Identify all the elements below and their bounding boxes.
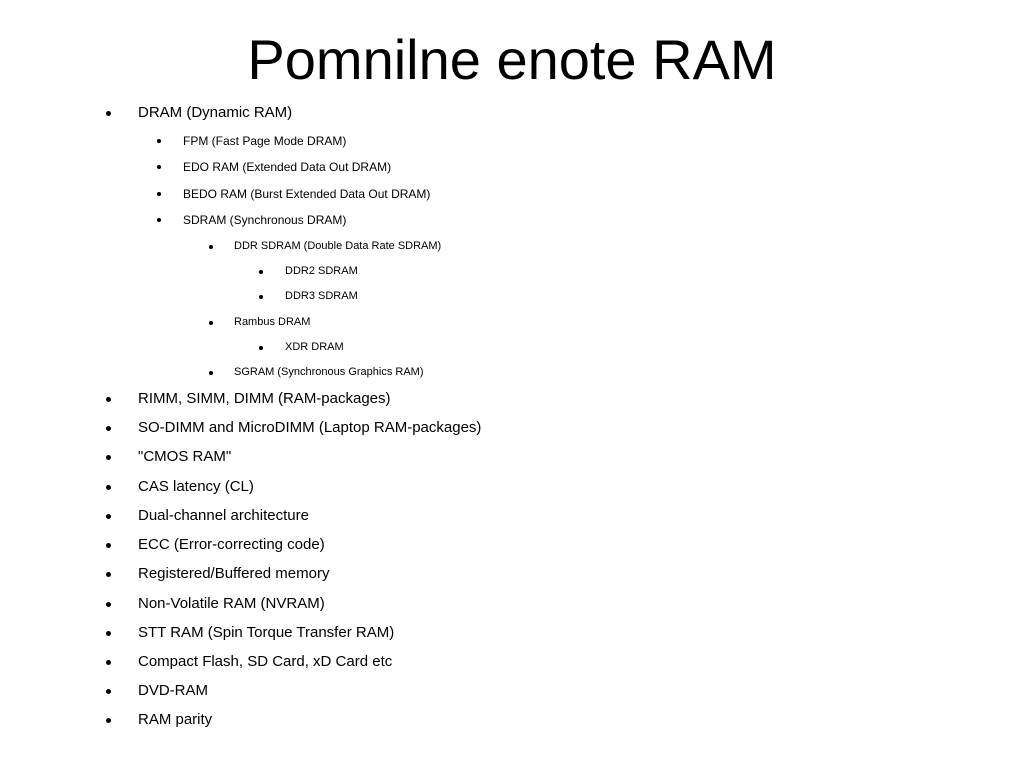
- list-item-label: Non-Volatile RAM (NVRAM): [138, 595, 325, 612]
- bullet-icon: [157, 165, 161, 169]
- bullet-icon: [106, 111, 111, 116]
- list-item-label: "CMOS RAM": [138, 448, 232, 465]
- list-item-label: DDR SDRAM (Double Data Rate SDRAM): [234, 240, 442, 252]
- bullet-icon: [259, 270, 263, 274]
- list-item-label: DRAM (Dynamic RAM): [138, 104, 293, 121]
- list-item-label: DDR2 SDRAM: [285, 265, 358, 277]
- bullet-icon: [106, 543, 111, 548]
- list-item-label: BEDO RAM (Burst Extended Data Out DRAM): [183, 187, 431, 201]
- list-item-label: RIMM, SIMM, DIMM (RAM-packages): [138, 390, 391, 407]
- list-item-label: RAM parity: [138, 711, 213, 728]
- list-item-label: DDR3 SDRAM: [285, 290, 358, 302]
- bullet-icon: [106, 426, 111, 431]
- bullet-icon: [106, 485, 111, 490]
- bullet-icon: [106, 631, 111, 636]
- bullet-icon: [259, 295, 263, 299]
- list-item-label: SGRAM (Synchronous Graphics RAM): [234, 366, 424, 378]
- bullet-icon: [106, 689, 111, 694]
- list-item-label: Compact Flash, SD Card, xD Card etc: [138, 653, 393, 670]
- bullet-icon: [106, 718, 111, 723]
- bullet-icon: [157, 192, 161, 196]
- bullet-icon: [157, 218, 161, 222]
- bullet-icon: [157, 139, 161, 143]
- list-item-label: FPM (Fast Page Mode DRAM): [183, 134, 347, 148]
- list-item-label: EDO RAM (Extended Data Out DRAM): [183, 160, 392, 174]
- list-item-label: CAS latency (CL): [138, 478, 254, 495]
- bullet-icon: [209, 321, 213, 325]
- bullet-icon: [106, 602, 111, 607]
- bullet-icon: [106, 455, 111, 460]
- bullet-icon: [106, 572, 111, 577]
- list-item-label: XDR DRAM: [285, 341, 344, 353]
- list-item-label: ECC (Error-correcting code): [138, 536, 325, 553]
- list-item-label: Registered/Buffered memory: [138, 565, 330, 582]
- list-item-label: Rambus DRAM: [234, 316, 311, 328]
- list-item-label: SO-DIMM and MicroDIMM (Laptop RAM-packages): [138, 419, 482, 436]
- slide-title: Pomnilne enote RAM: [247, 28, 777, 91]
- list-item-label: DVD-RAM: [138, 682, 208, 699]
- list-item-label: SDRAM (Synchronous DRAM): [183, 213, 347, 227]
- bullet-icon: [209, 245, 213, 249]
- bullet-icon: [259, 346, 263, 350]
- bullet-icon: [106, 397, 111, 402]
- bullet-icon: [106, 514, 111, 519]
- bullet-icon: [106, 660, 111, 665]
- list-item-label: STT RAM (Spin Torque Transfer RAM): [138, 624, 395, 641]
- list-item-label: Dual-channel architecture: [138, 507, 309, 524]
- bullet-icon: [209, 371, 213, 375]
